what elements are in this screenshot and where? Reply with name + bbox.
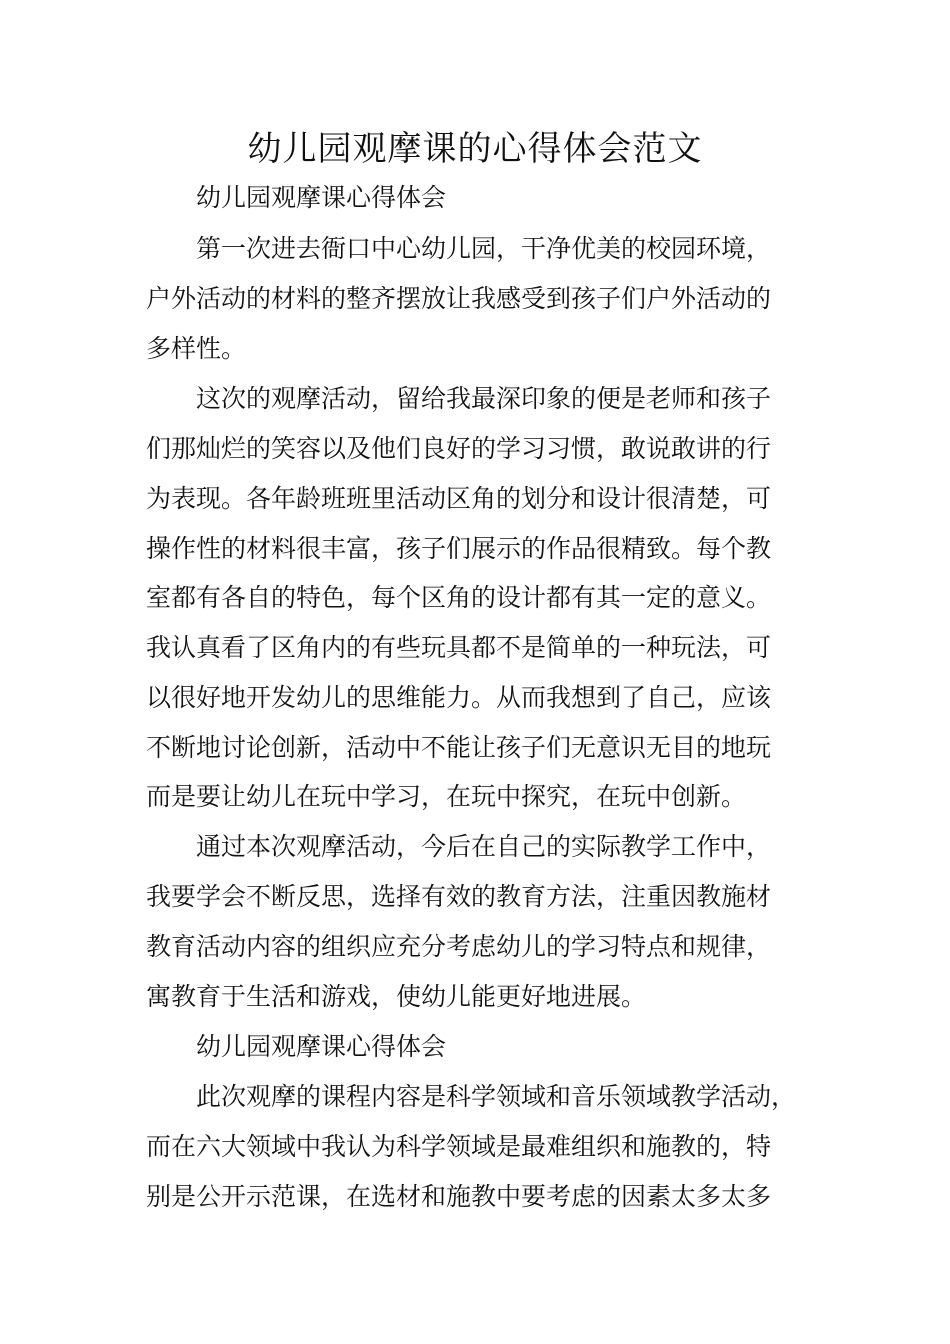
paragraph-line: 而是要让幼儿在玩中学习，在玩中探究，在玩中创新。	[146, 782, 747, 811]
paragraph-line: 们那灿烂的笑容以及他们良好的学习习惯，敢说敢讲的行	[146, 434, 772, 463]
section-heading-1: 幼儿园观摩课心得体会	[196, 183, 447, 212]
paragraph-line: 此次观摩的课程内容是科学领域和音乐领域教学活动，	[196, 1082, 797, 1111]
section-heading-2: 幼儿园观摩课心得体会	[196, 1032, 447, 1061]
paragraph-line: 以很好地开发幼儿的思维能力。从而我想到了自己，应该	[146, 683, 772, 712]
document-title: 幼儿园观摩课的心得体会范文	[247, 129, 703, 169]
paragraph-line: 户外活动的材料的整齐摆放让我感受到孩子们户外活动的	[146, 284, 772, 313]
paragraph-line: 教育活动内容的组织应充分考虑幼儿的学习特点和规律，	[146, 932, 772, 961]
paragraph-line: 为表现。各年龄班班里活动区角的划分和设计很清楚，可	[146, 484, 772, 513]
paragraph-line: 这次的观摩活动，留给我最深印象的便是老师和孩子	[196, 384, 772, 413]
paragraph-line: 多样性。	[146, 334, 247, 363]
paragraph-line: 第一次进去衙口中心幼儿园，干净优美的校园环境，	[196, 234, 772, 263]
paragraph-line: 不断地讨论创新，活动中不能让孩子们无意识无目的地玩	[146, 733, 772, 762]
paragraph-line: 通过本次观摩活动，今后在自己的实际教学工作中，	[196, 832, 772, 861]
paragraph-line: 我要学会不断反思，选择有效的教育方法，注重因教施材	[146, 882, 772, 911]
paragraph-line: 别是公开示范课，在选材和施教中要考虑的因素太多太多	[146, 1182, 772, 1211]
paragraph-line: 操作性的材料很丰富，孩子们展示的作品很精致。每个教	[146, 534, 772, 563]
paragraph-line: 寓教育于生活和游戏，使幼儿能更好地进展。	[146, 982, 647, 1011]
paragraph-line: 室都有各自的特色，每个区角的设计都有其一定的意义。	[146, 583, 772, 612]
paragraph-line: 而在六大领域中我认为科学领域是最难组织和施教的，特	[146, 1132, 772, 1161]
paragraph-line: 我认真看了区角内的有些玩具都不是简单的一种玩法，可	[146, 633, 772, 662]
